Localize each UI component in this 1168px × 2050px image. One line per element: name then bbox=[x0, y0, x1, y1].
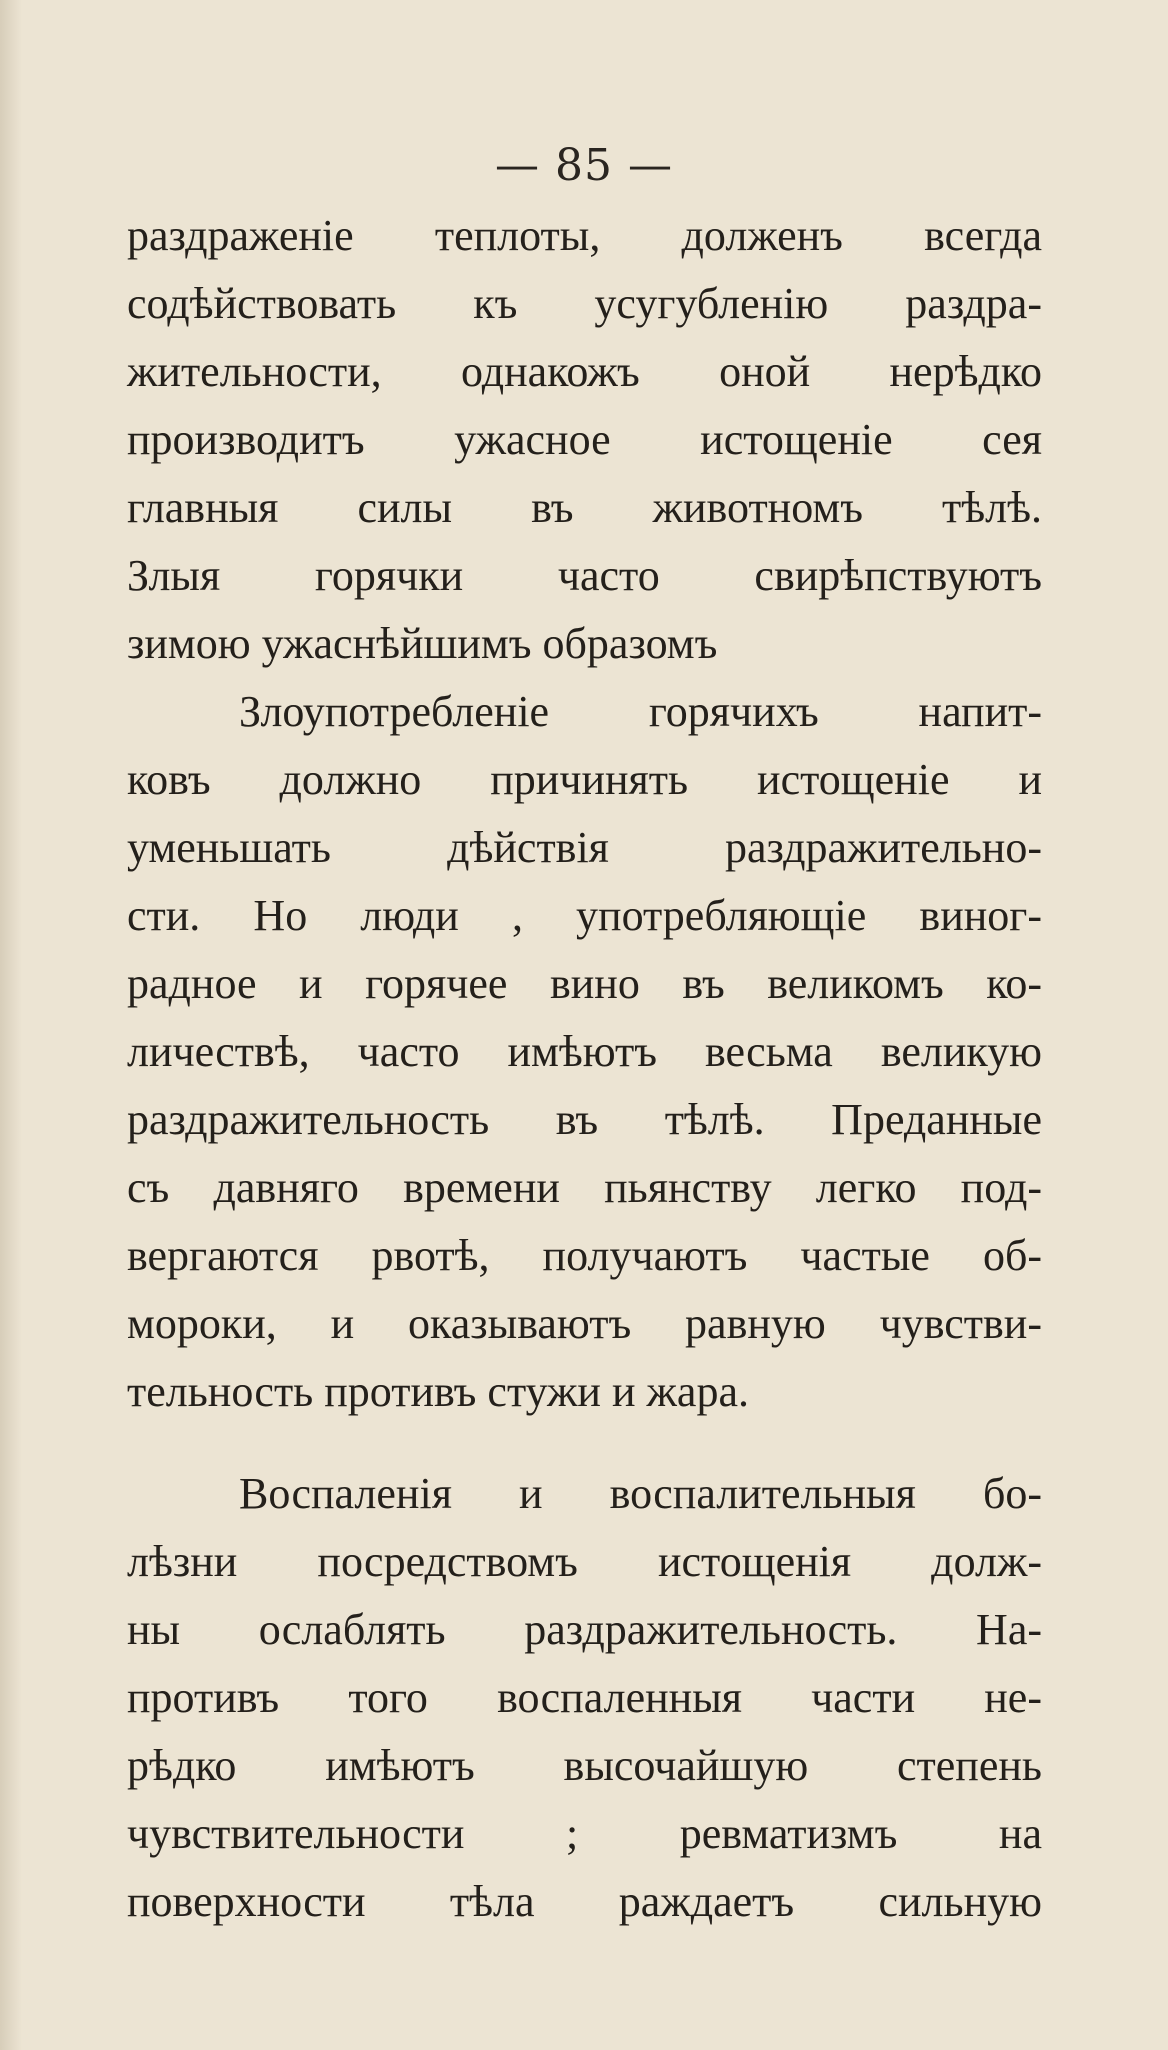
text-line: вергаются рвотѣ, получаютъ частые об- bbox=[127, 1231, 1042, 1280]
text-line: поверхности тѣла раждаетъ сильную bbox=[127, 1877, 1042, 1926]
text-line: сти. Но люди , употребляющіе виног- bbox=[127, 891, 1042, 940]
paragraph-2 bbox=[127, 678, 1042, 1426]
text-line: уменьшать дѣйствія раздражительно- bbox=[127, 823, 1042, 872]
text-line: раздражительность въ тѣлѣ. Преданные bbox=[127, 1095, 1042, 1144]
text-line: мороки, и оказываютъ равную чувстви- bbox=[127, 1299, 1042, 1348]
body-text bbox=[127, 202, 1042, 1936]
text-line: съ давняго времени пьянству легко под- bbox=[127, 1163, 1042, 1212]
text-line: главныя силы въ животномъ тѣлѣ. bbox=[127, 483, 1042, 532]
text-line: Воспаленія и воспалительныя бо- bbox=[239, 1469, 1042, 1518]
text-line: чувствительности ; ревматизмъ на bbox=[127, 1809, 1042, 1858]
text-line: ковъ должно причинять истощеніе и bbox=[127, 755, 1042, 804]
text-line: противъ того воспаленныя части не- bbox=[127, 1673, 1042, 1722]
page-number: — 85 — bbox=[495, 140, 673, 191]
text-line: раздраженіе теплоты, долженъ всегда bbox=[127, 211, 1042, 260]
page-edge-shadow bbox=[0, 0, 22, 2050]
paragraph-spacer bbox=[127, 1426, 1042, 1460]
text-line: ны ослаблять раздражительность. На- bbox=[127, 1605, 1042, 1654]
paragraph-1 bbox=[127, 202, 1042, 678]
text-line: Злыя горячки часто свирѣпствуютъ bbox=[127, 551, 1042, 600]
text-line: рѣдко имѣютъ высочайшую степень bbox=[127, 1741, 1042, 1790]
text-line: личествѣ, часто имѣютъ весьма великую bbox=[127, 1027, 1042, 1076]
text-line: лѣзни посредствомъ истощенія долж- bbox=[127, 1537, 1042, 1586]
text-line: производитъ ужасное истощеніе сея bbox=[127, 415, 1042, 464]
text-line: Злоупотребленіе горячихъ напит- bbox=[239, 687, 1042, 736]
paragraph-3 bbox=[127, 1460, 1042, 1936]
text-line: содѣйствовать къ усугубленію раздра- bbox=[127, 279, 1042, 328]
text-line: зимою ужаснѣйшимъ образомъ bbox=[127, 619, 718, 668]
text-line: тельность противъ стужи и жара. bbox=[127, 1367, 749, 1416]
text-line: жительности, однакожъ оной нерѣдко bbox=[127, 347, 1042, 396]
text-line: радное и горячее вино въ великомъ ко- bbox=[127, 959, 1042, 1008]
